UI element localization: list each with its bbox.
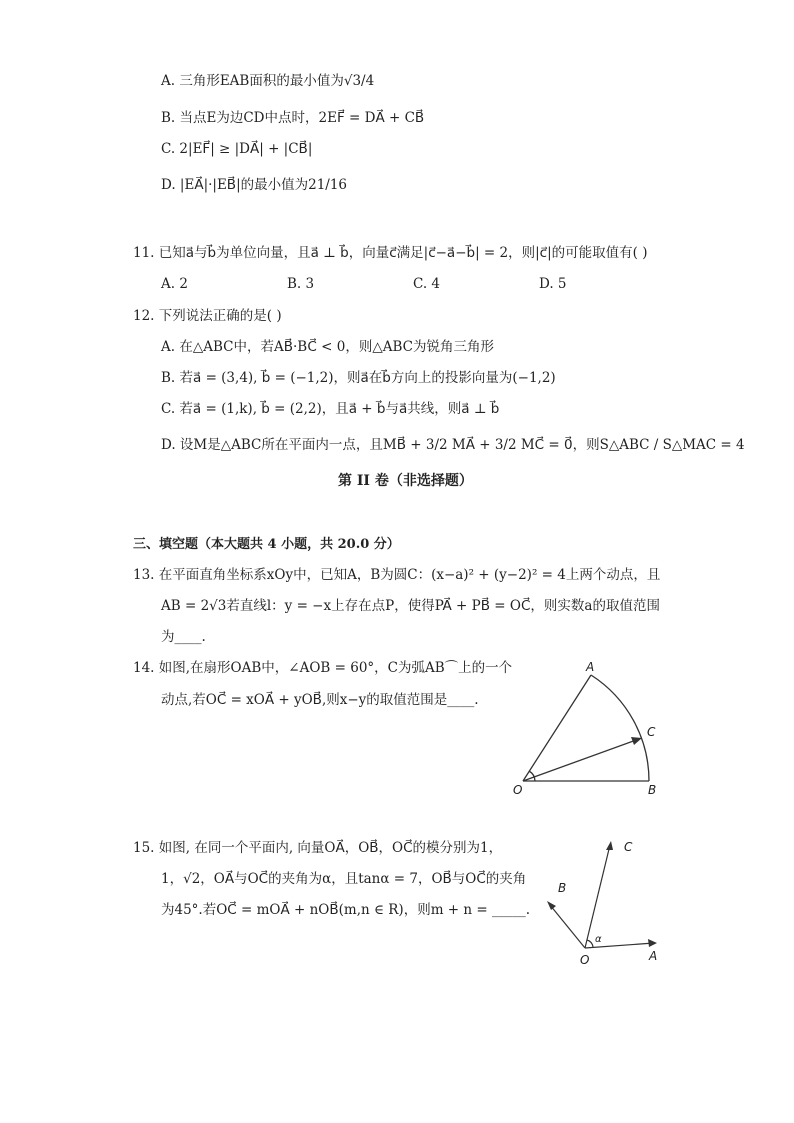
- q10-option-a: A. 三角形EAB面积的最小值为√3/4: [161, 73, 375, 89]
- q12-option-b: B. 若a⃗ = (3,4), b⃗ = (−1,2)，则a⃗在b⃗方向上的投影向量为(−1,2): [161, 370, 556, 386]
- q10-option-b: B. 当点E为边CD中点时，2EF⃗ = DA⃗ + CB⃗: [161, 110, 425, 126]
- q15-vector-figure: [540, 835, 670, 970]
- q15-label-b: B: [558, 881, 567, 895]
- q15-label-o: O: [580, 953, 590, 967]
- q14-line2: 动点,若OC⃗ = xOA⃗ + yOB⃗,则x−y的取值范围是____.: [161, 692, 479, 708]
- q11-option-a: A. 2: [161, 276, 188, 292]
- q14-label-c: C: [647, 725, 656, 739]
- q11-option-d: D. 5: [539, 276, 567, 292]
- q13-line2: AB = 2√3若直线l：y = −x上存在点P，使得PA⃗ + PB⃗ = OC⃗，则实数a的取值范围: [161, 598, 660, 614]
- q15-line1: 15. 如图, 在同一个平面内, 向量OA⃗，OB⃗，OC⃗的模分别为1，: [133, 840, 503, 856]
- q12-stem: 12. 下列说法正确的是( ): [133, 308, 282, 324]
- q12-option-d: D. 设M是△ABC所在平面内一点，且MB⃗ + 3/2 MA⃗ + 3/2 MC⃗ = 0⃗，则S△ABC / S△MAC = 4: [161, 437, 745, 453]
- q15-label-alpha: α: [595, 934, 602, 945]
- section3-title: 三、填空题（本大题共 4 小题，共 20.0 分）: [133, 537, 400, 552]
- q14-label-b: B: [648, 783, 657, 797]
- q13-line3: 为____.: [161, 629, 206, 645]
- q10-option-c: C. 2|EF⃗| ≥ |DA⃗| + |CB⃗|: [161, 141, 313, 157]
- q11-option-c: C. 4: [413, 276, 441, 292]
- q15-label-c: C: [624, 840, 633, 854]
- q12-option-a: A. 在△ABC中，若AB⃗·BC⃗ < 0，则△ABC为锐角三角形: [161, 339, 494, 355]
- q12-option-c: C. 若a⃗ = (1,k), b⃗ = (2,2)，且a⃗ + b⃗与a⃗共线，则a⃗ ⊥ b⃗: [161, 401, 500, 417]
- q13-line1: 13. 在平面直角坐标系xOy中，已知A，B为圆C：(x−a)² + (y−2)² = 4上两个动点，且: [133, 567, 661, 583]
- q14-sector-figure: [505, 655, 685, 800]
- q10-option-d: D. |EA⃗|·|EB⃗|的最小值为21/16: [161, 177, 348, 193]
- q14-label-a: A: [586, 660, 595, 674]
- q15-line2: 1，√2，OA⃗与OC⃗的夹角为α，且tanα = 7，OB⃗与OC⃗的夹角: [161, 871, 527, 887]
- q11-option-b: B. 3: [287, 276, 315, 292]
- q15-label-a: A: [649, 949, 658, 963]
- q15-line3: 为45°.若OC⃗ = mOA⃗ + nOB⃗(m,n ∈ R)，则m + n = _____.: [161, 902, 531, 918]
- q14-line1: 14. 如图,在扇形OAB中，∠AOB = 60°，C为弧AB⌒上的一个: [133, 660, 513, 676]
- q11-stem: 11. 已知a⃗与b⃗为单位向量，且a⃗ ⊥ b⃗，向量c⃗满足|c⃗−a⃗−b⃗| = 2，则|c⃗|的可能取值有( ): [133, 245, 648, 261]
- part2-title: 第 II 卷（非选择题）: [338, 473, 473, 489]
- q14-label-o: O: [513, 783, 523, 797]
